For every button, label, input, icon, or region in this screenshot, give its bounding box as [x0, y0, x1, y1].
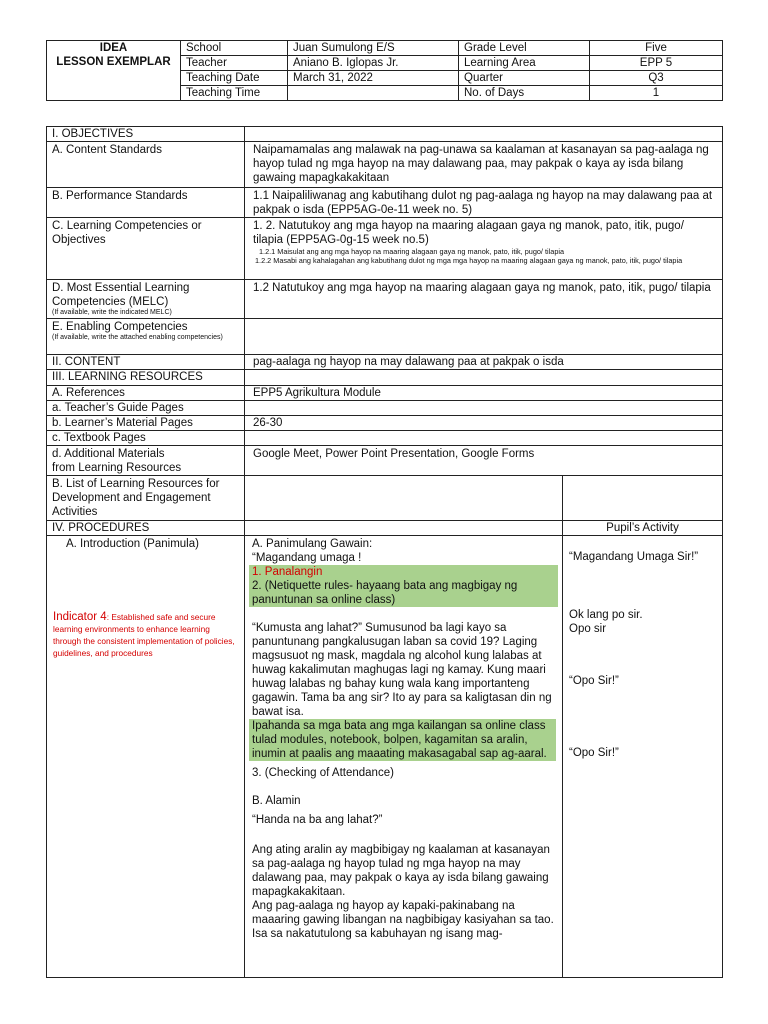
objectives-heading-blank: [245, 127, 723, 142]
teaching-date-label: Teaching Date: [181, 71, 288, 86]
pupil-reply-3: “Opo Sir!”: [569, 674, 619, 687]
additional-cell: [47, 445, 245, 475]
days-label: No. of Days: [459, 86, 590, 101]
pupil-spacer-1: [569, 564, 717, 608]
list-resources-pupil-blank: [563, 475, 723, 520]
performance-standards-label: B. Performance Standards: [47, 188, 245, 218]
melc-note: (If available, write the indicated MELC): [52, 309, 172, 316]
highlight-block-1: [249, 565, 558, 607]
teacher-activity-cell: [245, 535, 563, 977]
pupil-reply-4: “Opo Sir!”: [569, 746, 619, 759]
school-label: School: [181, 41, 288, 56]
pupil-activity-heading: Pupil’s Activity: [563, 520, 723, 535]
learners-material-label: b. Learner’s Material Pages: [47, 415, 245, 430]
melc-cell: [47, 280, 245, 319]
quarter-value: Q3: [590, 71, 723, 86]
gap-1: [252, 607, 558, 621]
learning-area-value: EPP 5: [590, 56, 723, 71]
grade-level-value: Five: [590, 41, 723, 56]
competencies-sub1: 1.2.1 Maisulat ang ang mga hayop na maaring alagaan gaya ng manok, pato, itik, pugo/ tilapia: [259, 247, 565, 256]
gap-2: [252, 780, 558, 794]
melc-label: D. Most Essential Learning Competencies (MELC): [52, 282, 190, 308]
teaching-time-label: Teaching Time: [181, 86, 288, 101]
teacher-label: Teacher: [181, 56, 288, 71]
procedures-heading: IV. PROCEDURES: [47, 520, 245, 535]
title-line2: LESSON EXEMPLAR: [56, 56, 171, 68]
grade-level-label: Grade Level: [459, 41, 590, 56]
intro-spacer: [53, 551, 239, 611]
panimulang-heading: A. Panimulang Gawain:: [252, 537, 373, 550]
prayer-line: 1. Panalangin: [252, 565, 323, 578]
pupil-reply-1: “Magandang Umaga Sir!”: [569, 550, 699, 563]
content-heading: II. CONTENT: [47, 354, 245, 369]
list-resources-blank: [245, 475, 563, 520]
enabling-cell: [47, 318, 245, 354]
header-table: [46, 40, 723, 101]
textbook-label: c. Textbook Pages: [47, 430, 245, 445]
teachers-guide-label: a. Teacher’s Guide Pages: [47, 400, 245, 415]
intro-label: A. Introduction (Panimula): [66, 537, 199, 550]
ipahanda-paragraph: Ipahanda sa mga bata ang mga kailangan sa online class tulad modules, notebook, bolpen, kagamitan sa aralin, inumin at paalis ang maaating makasagabal sap ag-aaral.: [249, 719, 556, 761]
pupil-spacer-3: [569, 688, 717, 746]
references-text: EPP5 Agrikultura Module: [245, 385, 723, 400]
exemplar-title: [47, 41, 181, 101]
references-label: A. References: [47, 385, 245, 400]
additional-text: Google Meet, Power Point Presentation, Google Forms: [245, 445, 723, 475]
title-line1: IDEA: [99, 42, 128, 54]
additional-label-2: from Learning Resources: [52, 461, 182, 474]
objectives-heading: I. OBJECTIVES: [47, 127, 245, 142]
teaching-time-value: [288, 86, 459, 101]
teachers-guide-blank: [245, 400, 723, 415]
gap-3: [252, 827, 558, 843]
pupil-activity-cell: [563, 535, 723, 977]
attendance-line: 3. (Checking of Attendance): [252, 766, 394, 779]
handa-line: “Handa na ba ang lahat?”: [252, 813, 383, 826]
content-standards-label: A. Content Standards: [47, 142, 245, 188]
procedures-heading-blank: [245, 520, 563, 535]
enabling-label: E. Enabling Competencies: [52, 320, 188, 333]
content-standards-text: Naipamamalas ang malawak na pag-unawa sa kaalaman at kasanayan sa pag-aalaga ng hayop tulad ng mga hayop na may dalawang paa, may pakpak o kaya ay isda bilang gawaing mapagkakakitaan: [245, 142, 723, 188]
lesson-table: [46, 126, 723, 978]
teacher-value: Aniano B. Iglopas Jr.: [288, 56, 459, 71]
pupil-spacer-2: [569, 636, 717, 674]
enabling-note: (If available, write the attached enabling competencies): [52, 333, 223, 341]
competencies-cell: [245, 218, 723, 280]
additional-label-1: d. Additional Materials: [52, 447, 165, 460]
indicator-note: [53, 611, 239, 659]
performance-standards-text: 1.1 Naipaliliwanag ang kabutihang dulot ng pag-aalaga ng hayop na may dalawang paa at pakpak o isda (EPP5AG-0e-11 week no. 5): [245, 188, 723, 218]
kumusta-paragraph: “Kumusta ang lahat?” Sumusunod ba lagi kayo sa panuntunang pangkalusugan laban sa covid 19? Laging magsusuot ng mask, magdala ng alcohol kung lalabas at huwag kakalimutan maghugas lagi ng kamay. Kung maari huwag lalabas ng bahay kung wala kang importanteng gagawin. Tama ba ang sir? Ito ay para sa kaligtasan din ng bawat isa.: [252, 621, 552, 718]
teaching-date-value: March 31, 2022: [288, 71, 459, 86]
content-text: pag-aalaga ng hayop na may dalawang paa at pakpak o isda: [245, 354, 723, 369]
indicator-title: Indicator 4: [53, 610, 107, 623]
intro-cell: [47, 535, 245, 977]
aralin-paragraph: Ang ating aralin ay magbibigay ng kaalaman at kasanayan sa pag-aalaga ng hayop tulad ng mga hayop na may dalawang paa, may pakpak o kaya ay isda bilang gawaing mapagkakakitaan.: [252, 843, 550, 898]
competencies-label: C. Learning Competencies or Objectives: [47, 218, 245, 280]
pagaalaga-paragraph: Ang pag-aalaga ng hayop ay kapaki-pakinabang na maaaring gawing libangan na nagbibigay kasiyahan sa tao. Isa sa nakatutulong sa kabuhayan ng isang mag-: [252, 899, 554, 940]
melc-text: 1.2 Natutukoy ang mga hayop na maaring alagaan gaya ng manok, pato, itik, pugo/ tilapia: [245, 280, 723, 319]
pupil-reply-2b: Opo sir: [569, 622, 607, 635]
netiquette-line: 2. (Netiquette rules- hayaang bata ang magbigay ng panuntunan sa online class): [252, 579, 518, 606]
quarter-label: Quarter: [459, 71, 590, 86]
resources-heading: III. LEARNING RESOURCES: [47, 369, 245, 385]
competencies-text: 1. 2. Natutukoy ang mga hayop na maaring alagaan gaya ng manok, pato, itik, pugo/ tilapia (EPP5AG-0g-15 week no.5): [253, 220, 684, 246]
school-value: Juan Sumulong E/S: [288, 41, 459, 56]
pupil-reply-2a: Ok lang po sir.: [569, 608, 643, 621]
alamin-heading: B. Alamin: [252, 794, 301, 807]
textbook-blank: [245, 430, 723, 445]
learners-material-text: 26-30: [245, 415, 723, 430]
enabling-blank: [245, 318, 723, 354]
learning-area-label: Learning Area: [459, 56, 590, 71]
indicator-text: : Established safe and secure learning environments to enhance learning through the consistent implementation of policies, guidelines, and procedures: [53, 611, 235, 658]
list-resources-label: B. List of Learning Resources for Development and Engagement Activities: [47, 475, 245, 520]
days-value: 1: [590, 86, 723, 101]
resources-heading-blank: [245, 369, 723, 385]
greeting-line: “Magandang umaga !: [252, 551, 362, 564]
competencies-sub2: 1.2.2 Masabi ang kahalagahan ang kabutihang dulot ng mga mga hayop na maaring alagaan gaya ng manok, pato, itik, pugo/ tilapia: [255, 256, 683, 265]
